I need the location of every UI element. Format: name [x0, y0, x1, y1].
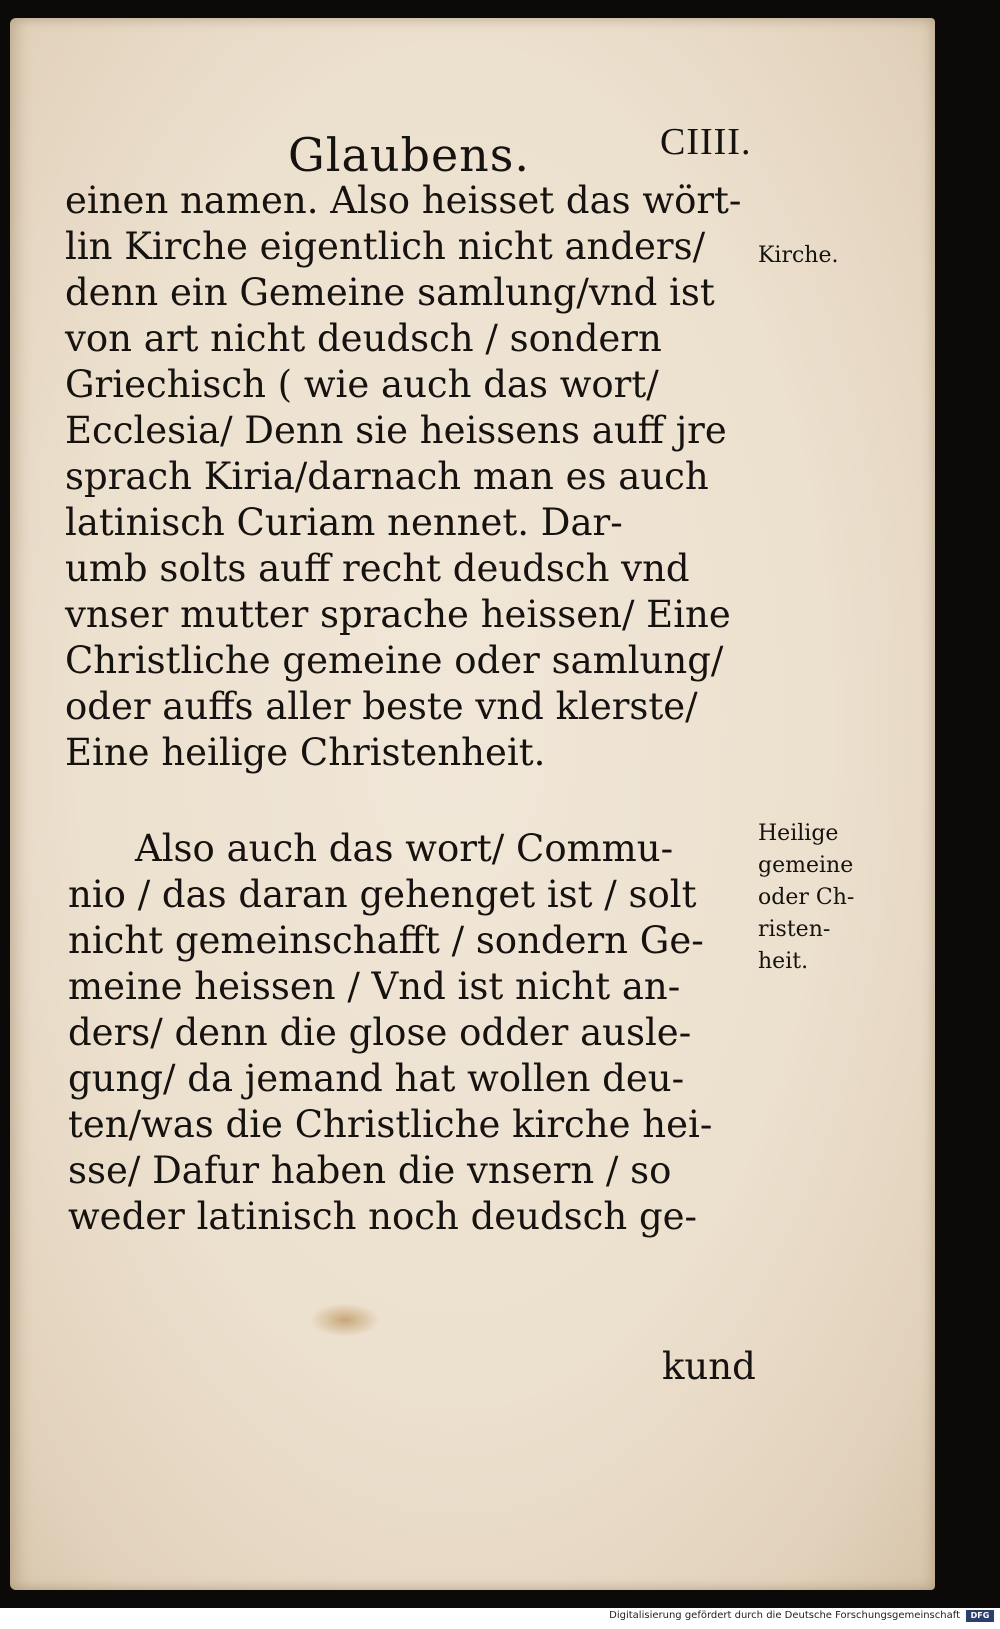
text-line: lin Kirche eigentlich nicht anders/ — [65, 225, 706, 268]
book-page — [10, 18, 935, 1590]
text-line: Ecclesia/ Denn sie heissens auff jre — [65, 409, 727, 452]
paper-stain — [310, 1303, 380, 1337]
text-line: einen namen. Also heisset das wört- — [65, 179, 742, 222]
text-line: vnser mutter sprache heissen/ Eine — [65, 593, 731, 636]
dfg-logo: DFG — [966, 1610, 994, 1622]
text-line: Christliche gemeine oder samlung/ — [65, 639, 724, 682]
text-line: ten/was die Christliche kirche hei- — [68, 1103, 713, 1146]
text-line: meine heissen / Vnd ist nicht an- — [68, 965, 681, 1008]
running-head: Glaubens. — [288, 128, 531, 182]
text-line: denn ein Gemeine samlung/vnd ist — [65, 271, 715, 314]
text-line: Also auch das wort/ Commu- — [135, 827, 674, 870]
text-line: oder auffs aller beste vnd klerste/ — [65, 685, 698, 728]
text-line: umb solts auff recht deudsch vnd — [65, 547, 690, 590]
text-line: von art nicht deudsch / sondern — [65, 317, 662, 360]
folio-number: CIIII. — [660, 121, 752, 163]
text-line: Griechisch ( wie auch das wort/ — [65, 363, 659, 406]
text-line: gung/ da jemand hat wollen deu- — [68, 1057, 685, 1100]
marginal-note: Heilige gemeine oder Ch- risten- heit. — [758, 821, 855, 974]
text-line: latinisch Curiam nennet. Dar- — [65, 501, 623, 544]
text-line: Eine heilige Christenheit. — [65, 731, 546, 774]
text-line: weder latinisch noch deudsch ge- — [68, 1195, 698, 1238]
text-line: nicht gemeinschafft / sondern Ge- — [68, 919, 704, 962]
text-line: nio / das daran gehenget ist / solt — [68, 873, 697, 916]
text-line: sse/ Dafur haben die vnsern / so — [68, 1149, 672, 1192]
text-line: sprach Kiria/darnach man es auch — [65, 455, 709, 498]
text-line: ders/ denn die glose odder ausle- — [68, 1011, 692, 1054]
marginal-note: Kirche. — [758, 243, 839, 268]
catchword: kund — [662, 1345, 756, 1388]
footer-credit: Digitalisierung gefördert durch die Deutsche Forschungsgemeinschaft — [609, 1610, 960, 1621]
